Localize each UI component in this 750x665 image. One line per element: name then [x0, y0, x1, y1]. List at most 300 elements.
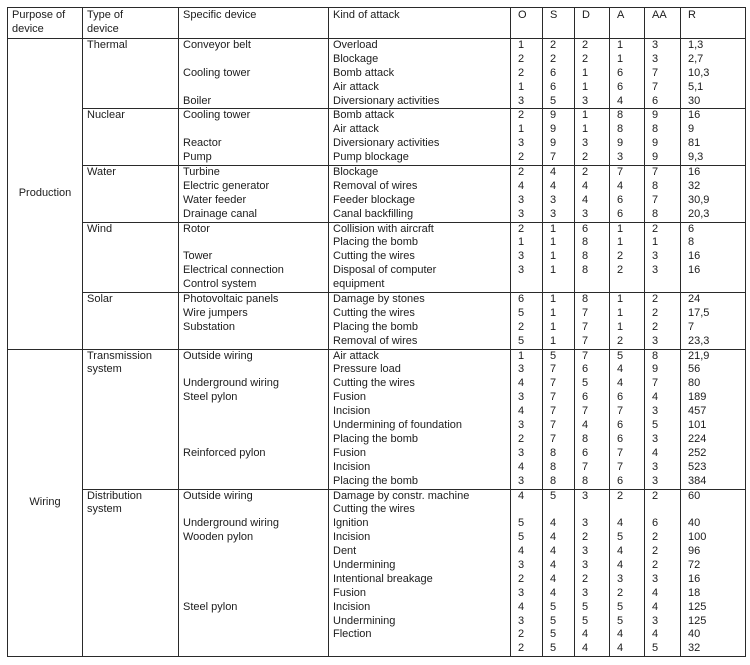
attack-cell: Damage by constr. machine	[329, 489, 511, 503]
value-cell-s: 5	[543, 95, 575, 109]
attack-cell: Bomb attack	[329, 67, 511, 81]
attack-cell: Fusion	[329, 447, 511, 461]
value-cell-s: 5	[543, 489, 575, 503]
value-cell-a: 6	[610, 475, 645, 489]
header-s: S	[543, 8, 575, 39]
attack-cell: Overload	[329, 39, 511, 53]
value-cell-s: 4	[543, 559, 575, 573]
value-cell-r: 8	[681, 236, 746, 250]
value-cell-r: 125	[681, 615, 746, 629]
value-cell-o: 4	[511, 489, 543, 503]
value-cell-aa: 6	[645, 95, 681, 109]
value-cell-r: 80	[681, 377, 746, 391]
value-cell-d: 1	[575, 67, 610, 81]
value-cell-r: 1,3	[681, 39, 746, 53]
table-row	[8, 222, 746, 236]
value-cell-d: 3	[575, 95, 610, 109]
value-cell-s: 4	[543, 517, 575, 531]
value-cell-s: 2	[543, 39, 575, 53]
device-cell: Outside wiring	[179, 349, 329, 363]
value-cell-o: 2	[511, 321, 543, 335]
value-cell-o: 2	[511, 151, 543, 165]
device-cell: Steel pylon	[179, 391, 329, 405]
value-cell-s: 4	[543, 166, 575, 180]
attack-cell: Placing the bomb	[329, 236, 511, 250]
value-cell-a: 5	[610, 531, 645, 545]
value-cell-o: 4	[511, 545, 543, 559]
value-cell-r	[681, 503, 746, 517]
value-cell-a: 5	[610, 601, 645, 615]
header-kind-of-attack: Kind of attack	[329, 8, 511, 39]
attack-cell: Blockage	[329, 53, 511, 67]
value-cell-s: 9	[543, 109, 575, 123]
device-cell: Tower	[179, 250, 329, 264]
device-cell	[179, 419, 329, 433]
value-cell-s: 4	[543, 531, 575, 545]
device-cell: Photovoltaic panels	[179, 293, 329, 307]
device-cell: Control system	[179, 278, 329, 292]
value-cell-aa: 2	[645, 321, 681, 335]
attack-cell: Cutting the wires	[329, 250, 511, 264]
value-cell-aa: 6	[645, 517, 681, 531]
value-cell-s: 6	[543, 67, 575, 81]
value-cell-aa: 3	[645, 615, 681, 629]
value-cell-r: 21,9	[681, 349, 746, 363]
value-cell-o: 1	[511, 123, 543, 137]
value-cell-s: 1	[543, 307, 575, 321]
value-cell-o: 2	[511, 166, 543, 180]
value-cell-d: 4	[575, 642, 610, 656]
attack-risk-table	[7, 7, 746, 657]
value-cell-o: 3	[511, 363, 543, 377]
value-cell-r: 30	[681, 95, 746, 109]
value-cell-o: 3	[511, 208, 543, 222]
value-cell-a: 7	[610, 166, 645, 180]
attack-cell: Cutting the wires	[329, 377, 511, 391]
value-cell-s: 7	[543, 433, 575, 447]
device-cell	[179, 475, 329, 489]
value-cell-a: 6	[610, 208, 645, 222]
device-cell	[179, 335, 329, 349]
value-cell-a: 1	[610, 307, 645, 321]
device-cell: Reactor	[179, 137, 329, 151]
value-cell-a: 7	[610, 447, 645, 461]
value-cell-o: 3	[511, 475, 543, 489]
attack-cell: Diversionary activities	[329, 137, 511, 151]
value-cell-s: 9	[543, 123, 575, 137]
value-cell-r: 23,3	[681, 335, 746, 349]
header-r: R	[681, 8, 746, 39]
value-cell-s: 5	[543, 349, 575, 363]
value-cell-a: 4	[610, 377, 645, 391]
value-cell-r: 32	[681, 642, 746, 656]
value-cell-s: 5	[543, 615, 575, 629]
value-cell-s: 3	[543, 194, 575, 208]
value-cell-r: 16	[681, 573, 746, 587]
value-cell-d: 2	[575, 531, 610, 545]
table-row	[8, 489, 746, 503]
value-cell-s: 7	[543, 405, 575, 419]
value-cell-d: 3	[575, 489, 610, 503]
value-cell-o: 4	[511, 405, 543, 419]
header-o: O	[511, 8, 543, 39]
value-cell-aa: 7	[645, 377, 681, 391]
value-cell-s: 3	[543, 208, 575, 222]
value-cell-s: 4	[543, 573, 575, 587]
device-cell	[179, 559, 329, 573]
value-cell-d: 5	[575, 615, 610, 629]
attack-cell: Undermining of foundation	[329, 419, 511, 433]
value-cell-r: 20,3	[681, 208, 746, 222]
attack-cell: Disposal of computer	[329, 264, 511, 278]
device-cell	[179, 587, 329, 601]
value-cell-s: 2	[543, 53, 575, 67]
value-cell-aa: 4	[645, 601, 681, 615]
value-cell-a: 3	[610, 151, 645, 165]
value-cell-d: 3	[575, 559, 610, 573]
value-cell-d: 6	[575, 391, 610, 405]
value-cell-o: 2	[511, 642, 543, 656]
value-cell-aa: 7	[645, 166, 681, 180]
value-cell-d: 4	[575, 180, 610, 194]
value-cell-o: 2	[511, 109, 543, 123]
attack-cell: Fusion	[329, 391, 511, 405]
value-cell-aa: 3	[645, 433, 681, 447]
value-cell-aa	[645, 503, 681, 517]
value-cell-o: 2	[511, 222, 543, 236]
value-cell-s: 5	[543, 642, 575, 656]
value-cell-o: 3	[511, 250, 543, 264]
value-cell-d: 3	[575, 545, 610, 559]
value-cell-d: 5	[575, 601, 610, 615]
value-cell-r: 6	[681, 222, 746, 236]
value-cell-d: 1	[575, 109, 610, 123]
device-cell: Water feeder	[179, 194, 329, 208]
value-cell-a: 2	[610, 489, 645, 503]
value-cell-r: 5,1	[681, 81, 746, 95]
value-cell-o: 2	[511, 433, 543, 447]
value-cell-d: 4	[575, 628, 610, 642]
attack-cell: Damage by stones	[329, 293, 511, 307]
value-cell-aa: 4	[645, 628, 681, 642]
value-cell-a: 7	[610, 405, 645, 419]
attack-cell: Fusion	[329, 587, 511, 601]
header-d: D	[575, 8, 610, 39]
value-cell-aa: 2	[645, 545, 681, 559]
value-cell-a: 1	[610, 53, 645, 67]
value-cell-o: 1	[511, 236, 543, 250]
value-cell-a: 4	[610, 95, 645, 109]
attack-cell: Ignition	[329, 517, 511, 531]
value-cell-s: 1	[543, 264, 575, 278]
value-cell-s: 4	[543, 180, 575, 194]
value-cell-o: 3	[511, 615, 543, 629]
value-cell-s: 1	[543, 250, 575, 264]
value-cell-s: 4	[543, 587, 575, 601]
value-cell-d: 6	[575, 222, 610, 236]
device-cell	[179, 81, 329, 95]
value-cell-s: 7	[543, 377, 575, 391]
value-cell-aa: 9	[645, 151, 681, 165]
value-cell-a: 2	[610, 335, 645, 349]
value-cell-s: 7	[543, 391, 575, 405]
value-cell-r: 56	[681, 363, 746, 377]
value-cell-a: 1	[610, 39, 645, 53]
device-cell: Drainage canal	[179, 208, 329, 222]
value-cell-o: 2	[511, 573, 543, 587]
table-body	[8, 39, 746, 657]
header-row	[8, 8, 746, 39]
value-cell-s: 6	[543, 81, 575, 95]
attack-cell: Feeder blockage	[329, 194, 511, 208]
value-cell-aa: 9	[645, 137, 681, 151]
table-row	[8, 109, 746, 123]
header-a: A	[610, 8, 645, 39]
device-cell: Wire jumpers	[179, 307, 329, 321]
value-cell-aa: 3	[645, 39, 681, 53]
value-cell-r: 7	[681, 321, 746, 335]
value-cell-a: 4	[610, 559, 645, 573]
value-cell-aa	[645, 278, 681, 292]
value-cell-d: 1	[575, 81, 610, 95]
device-cell: Conveyor belt	[179, 39, 329, 53]
value-cell-aa: 2	[645, 222, 681, 236]
value-cell-a	[610, 278, 645, 292]
device-cell: Underground wiring	[179, 517, 329, 531]
value-cell-o: 1	[511, 81, 543, 95]
value-cell-a: 5	[610, 349, 645, 363]
value-cell-aa: 8	[645, 180, 681, 194]
device-cell	[179, 615, 329, 629]
value-cell-o: 3	[511, 194, 543, 208]
device-cell	[179, 363, 329, 377]
value-cell-s: 1	[543, 335, 575, 349]
table-row	[8, 349, 746, 363]
value-cell-a: 6	[610, 391, 645, 405]
device-cell: Cooling tower	[179, 67, 329, 81]
value-cell-s: 1	[543, 293, 575, 307]
value-cell-aa: 2	[645, 489, 681, 503]
attack-cell: Air attack	[329, 123, 511, 137]
value-cell-d: 2	[575, 39, 610, 53]
value-cell-aa: 1	[645, 236, 681, 250]
value-cell-d	[575, 503, 610, 517]
value-cell-o: 5	[511, 517, 543, 531]
device-cell	[179, 405, 329, 419]
value-cell-d: 3	[575, 137, 610, 151]
value-cell-aa: 2	[645, 531, 681, 545]
device-cell: Reinforced pylon	[179, 447, 329, 461]
type-cell: Wind	[83, 222, 179, 292]
value-cell-d: 3	[575, 517, 610, 531]
value-cell-d: 3	[575, 208, 610, 222]
device-cell	[179, 123, 329, 137]
value-cell-r	[681, 278, 746, 292]
value-cell-a: 6	[610, 67, 645, 81]
value-cell-aa: 4	[645, 447, 681, 461]
device-cell: Wooden pylon	[179, 531, 329, 545]
value-cell-s: 8	[543, 447, 575, 461]
value-cell-d: 2	[575, 166, 610, 180]
attack-cell: Blockage	[329, 166, 511, 180]
value-cell-r: 101	[681, 419, 746, 433]
value-cell-s	[543, 503, 575, 517]
attack-cell: Pump blockage	[329, 151, 511, 165]
device-cell: Pump	[179, 151, 329, 165]
type-cell: Transmission system	[83, 349, 179, 489]
attack-cell: Canal backfilling	[329, 208, 511, 222]
type-cell: Solar	[83, 293, 179, 350]
attack-cell: Removal of wires	[329, 335, 511, 349]
value-cell-aa: 3	[645, 475, 681, 489]
value-cell-o: 1	[511, 349, 543, 363]
value-cell-r: 9,3	[681, 151, 746, 165]
device-cell: Underground wiring	[179, 377, 329, 391]
attack-cell: Incision	[329, 531, 511, 545]
device-cell: Electric generator	[179, 180, 329, 194]
value-cell-aa: 7	[645, 67, 681, 81]
value-cell-a: 2	[610, 250, 645, 264]
value-cell-a: 7	[610, 461, 645, 475]
device-cell	[179, 236, 329, 250]
value-cell-a: 1	[610, 236, 645, 250]
value-cell-a: 4	[610, 517, 645, 531]
value-cell-s: 7	[543, 419, 575, 433]
device-cell: Electrical connection	[179, 264, 329, 278]
value-cell-aa: 8	[645, 349, 681, 363]
value-cell-d: 2	[575, 573, 610, 587]
value-cell-o: 4	[511, 461, 543, 475]
value-cell-a: 1	[610, 321, 645, 335]
value-cell-a: 4	[610, 642, 645, 656]
table-header	[8, 8, 746, 39]
device-cell: Boiler	[179, 95, 329, 109]
value-cell-r: 60	[681, 489, 746, 503]
attack-cell: Removal of wires	[329, 180, 511, 194]
value-cell-d: 8	[575, 433, 610, 447]
attack-cell: Air attack	[329, 81, 511, 95]
value-cell-o: 5	[511, 307, 543, 321]
attack-cell: Cutting the wires	[329, 307, 511, 321]
value-cell-a: 6	[610, 194, 645, 208]
value-cell-r: 523	[681, 461, 746, 475]
header-specific-device: Specific device	[179, 8, 329, 39]
value-cell-a: 8	[610, 123, 645, 137]
value-cell-a: 4	[610, 628, 645, 642]
device-cell	[179, 628, 329, 642]
device-cell: Steel pylon	[179, 601, 329, 615]
value-cell-s: 1	[543, 321, 575, 335]
value-cell-s: 4	[543, 545, 575, 559]
attack-cell: Pressure load	[329, 363, 511, 377]
value-cell-o: 1	[511, 39, 543, 53]
value-cell-o: 6	[511, 293, 543, 307]
value-cell-s: 7	[543, 363, 575, 377]
value-cell-a: 6	[610, 433, 645, 447]
value-cell-s: 5	[543, 601, 575, 615]
type-cell: Thermal	[83, 39, 179, 109]
value-cell-r: 16	[681, 166, 746, 180]
value-cell-aa: 2	[645, 293, 681, 307]
value-cell-r: 2,7	[681, 53, 746, 67]
value-cell-a: 2	[610, 587, 645, 601]
value-cell-aa: 7	[645, 194, 681, 208]
device-cell	[179, 503, 329, 517]
value-cell-r: 189	[681, 391, 746, 405]
value-cell-r: 81	[681, 137, 746, 151]
value-cell-aa: 3	[645, 250, 681, 264]
device-cell	[179, 433, 329, 447]
value-cell-a: 6	[610, 81, 645, 95]
value-cell-a: 2	[610, 264, 645, 278]
value-cell-r: 125	[681, 601, 746, 615]
type-cell: Water	[83, 166, 179, 223]
device-cell: Substation	[179, 321, 329, 335]
value-cell-a: 6	[610, 419, 645, 433]
value-cell-o: 3	[511, 95, 543, 109]
value-cell-r: 32	[681, 180, 746, 194]
value-cell-o: 5	[511, 531, 543, 545]
device-cell: Turbine	[179, 166, 329, 180]
value-cell-o: 5	[511, 335, 543, 349]
value-cell-d: 8	[575, 264, 610, 278]
value-cell-r: 40	[681, 628, 746, 642]
purpose-cell: Production	[8, 39, 83, 350]
value-cell-r: 72	[681, 559, 746, 573]
value-cell-o: 4	[511, 601, 543, 615]
value-cell-o	[511, 278, 543, 292]
value-cell-d: 4	[575, 194, 610, 208]
value-cell-a: 4	[610, 363, 645, 377]
device-cell: Outside wiring	[179, 489, 329, 503]
value-cell-d: 7	[575, 335, 610, 349]
value-cell-o: 3	[511, 391, 543, 405]
value-cell-d	[575, 278, 610, 292]
value-cell-r: 16	[681, 250, 746, 264]
value-cell-s: 7	[543, 151, 575, 165]
value-cell-d: 6	[575, 363, 610, 377]
value-cell-d: 4	[575, 419, 610, 433]
value-cell-o: 4	[511, 180, 543, 194]
value-cell-d: 8	[575, 250, 610, 264]
attack-cell: Placing the bomb	[329, 321, 511, 335]
value-cell-d: 7	[575, 405, 610, 419]
table-row	[8, 166, 746, 180]
value-cell-o: 3	[511, 559, 543, 573]
value-cell-aa: 3	[645, 264, 681, 278]
value-cell-r: 384	[681, 475, 746, 489]
value-cell-o: 3	[511, 419, 543, 433]
table-row	[8, 293, 746, 307]
value-cell-aa: 3	[645, 573, 681, 587]
device-cell: Rotor	[179, 222, 329, 236]
value-cell-d: 7	[575, 461, 610, 475]
value-cell-o: 2	[511, 628, 543, 642]
value-cell-d: 7	[575, 307, 610, 321]
value-cell-d: 7	[575, 349, 610, 363]
type-cell: Distribution system	[83, 489, 179, 657]
device-cell	[179, 573, 329, 587]
value-cell-aa: 9	[645, 363, 681, 377]
value-cell-r: 30,9	[681, 194, 746, 208]
attack-cell: Cutting the wires	[329, 503, 511, 517]
value-cell-r: 100	[681, 531, 746, 545]
attack-cell: Undermining	[329, 615, 511, 629]
value-cell-a: 1	[610, 222, 645, 236]
value-cell-d: 7	[575, 321, 610, 335]
device-cell	[179, 642, 329, 656]
value-cell-d: 5	[575, 377, 610, 391]
